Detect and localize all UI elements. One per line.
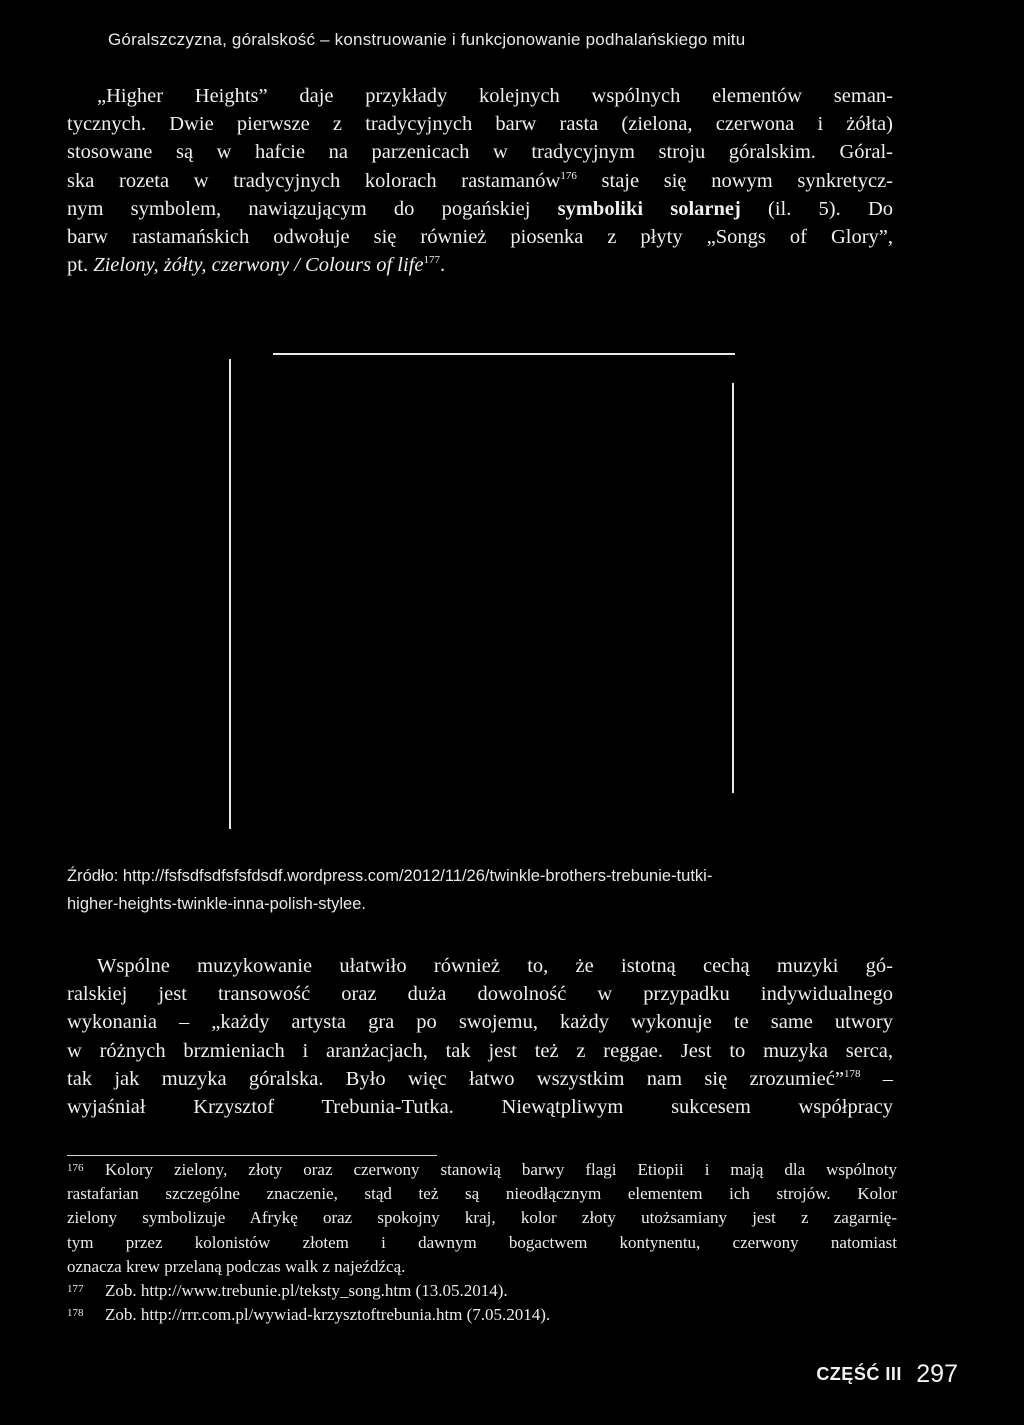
text-fragment: nym symbolem, nawiązującym do pogańskiej: [67, 197, 558, 220]
text-fragment: pt.: [67, 254, 94, 277]
footnote-177: [67, 1279, 897, 1303]
caption-line: higher-heights-twinkle-inna-polish-stylee.: [67, 895, 366, 913]
footnote-ref-178[interactable]: 178: [843, 1067, 861, 1080]
text-line: [67, 195, 893, 223]
footnotes: [67, 1158, 897, 1327]
text-fragment: staje się nowym synkretycz-: [576, 169, 893, 192]
figure-caption: [67, 862, 893, 918]
page-folio: [816, 1360, 958, 1389]
footnote-line: Kolory zielony, złoty oraz czerwony stanowią barwy flagi Etiopii i mają dla wspólnoty: [105, 1160, 897, 1179]
caption-line: Źródło: http://fsfsdfsdfsfsfdsdf.wordpress.com/2012/11/26/twinkle-brothers-trebunie-tutki-: [67, 867, 713, 885]
text-fragment: tak jak muzyka góralska. Było więc łatwo wszystkim nam się zrozumieć”: [67, 1067, 844, 1090]
footnote-ref-177[interactable]: 177: [423, 254, 440, 267]
text-fragment: ska rozeta w tradycyjnych kolorach rastamanów: [67, 169, 561, 192]
body-paragraph-1: [67, 82, 893, 279]
footnote-text: Zob. http://www.trebunie.pl/teksty_song.htm (13.05.2014).: [105, 1281, 508, 1301]
footnote-text: Zob. http://rrr.com.pl/wywiad-krzysztoftrebunia.htm (7.05.2014).: [105, 1305, 551, 1325]
text-fragment: (il. 5). Do: [740, 197, 893, 220]
text-line: w różnych brzmieniach i aranżacjach, tak jest też z reggae. Jest to muzyka serca,: [67, 1039, 893, 1062]
footnote-line: zielony symbolizuje Afrykę oraz spokojny kraj, kolor złoty utożsamiany jest z zagarnię-: [67, 1208, 897, 1228]
running-header: Góralszczyzna, góralskość – konstruowanie i funkcjonowanie podhalańskiego mitu: [108, 30, 746, 49]
text-line: barw rastamańskich odwołuje się również piosenka z płyty „Songs of Glory”,: [67, 226, 893, 249]
text-line: Wspólne muzykowanie ułatwiło również to, że istotną cechą muzyki gó-: [97, 955, 893, 977]
illustration-frame: [229, 353, 734, 829]
footnote-ref-176[interactable]: 176: [560, 169, 577, 182]
text-line: wyjaśniał Krzysztof Trebunia-Tutka. Niewątpliwym sukcesem współpracy: [67, 1096, 893, 1119]
text-line: wykonania – „każdy artysta gra po swojemu, każdy wykonuje te same utwory: [67, 1011, 893, 1034]
text-line: „Higher Heights” daje przykłady kolejnych wspólnych elementów seman-: [97, 85, 893, 107]
part-label: CZĘŚĆ III: [816, 1364, 902, 1384]
frame-right-edge: [732, 383, 734, 793]
text-line: ralskiej jest transowość oraz duża dowolność w przypadku indywidualnego: [67, 983, 893, 1006]
text-line: stosowane są w hafcie na parzenicach w tradycyjnym stroju góralskim. Góral-: [67, 141, 893, 164]
footnote-176: [67, 1158, 897, 1182]
bold-term: symboliki solarnej: [557, 197, 741, 220]
song-title: Zielony, żółty, czerwony / Colours of life: [93, 254, 424, 277]
footnote-line: tym przez kolonistów złotem i dawnym bogactwem kontynentu, czerwony natomiast: [67, 1232, 897, 1252]
text-fragment: .: [439, 254, 446, 277]
footnote-line: rastafarian szczególne znaczenie, stąd też są nieodłącznym elementem ich strojów. Kolor: [67, 1184, 897, 1204]
footnote-number: 178: [67, 1307, 84, 1320]
footnote-text: [105, 1158, 897, 1182]
text-line: [67, 251, 893, 279]
footnote-separator: [67, 1155, 437, 1156]
footnote-178: [67, 1303, 897, 1327]
page-number: 297: [916, 1360, 958, 1388]
frame-left-edge: [229, 359, 231, 829]
frame-top-edge: [273, 353, 735, 355]
text-fragment: –: [860, 1067, 894, 1090]
footnote-line: oznacza krew przelaną podczas walk z najeźdźcą.: [67, 1256, 406, 1276]
text-line: [67, 1065, 893, 1093]
text-line: tycznych. Dwie pierwsze z tradycyjnych barw rasta (zielona, czerwona i żółta): [67, 113, 893, 136]
footnote-number: 176: [67, 1162, 84, 1174]
footnote-number: 177: [67, 1283, 84, 1296]
body-paragraph-2: [67, 952, 893, 1121]
text-line: [67, 167, 893, 195]
